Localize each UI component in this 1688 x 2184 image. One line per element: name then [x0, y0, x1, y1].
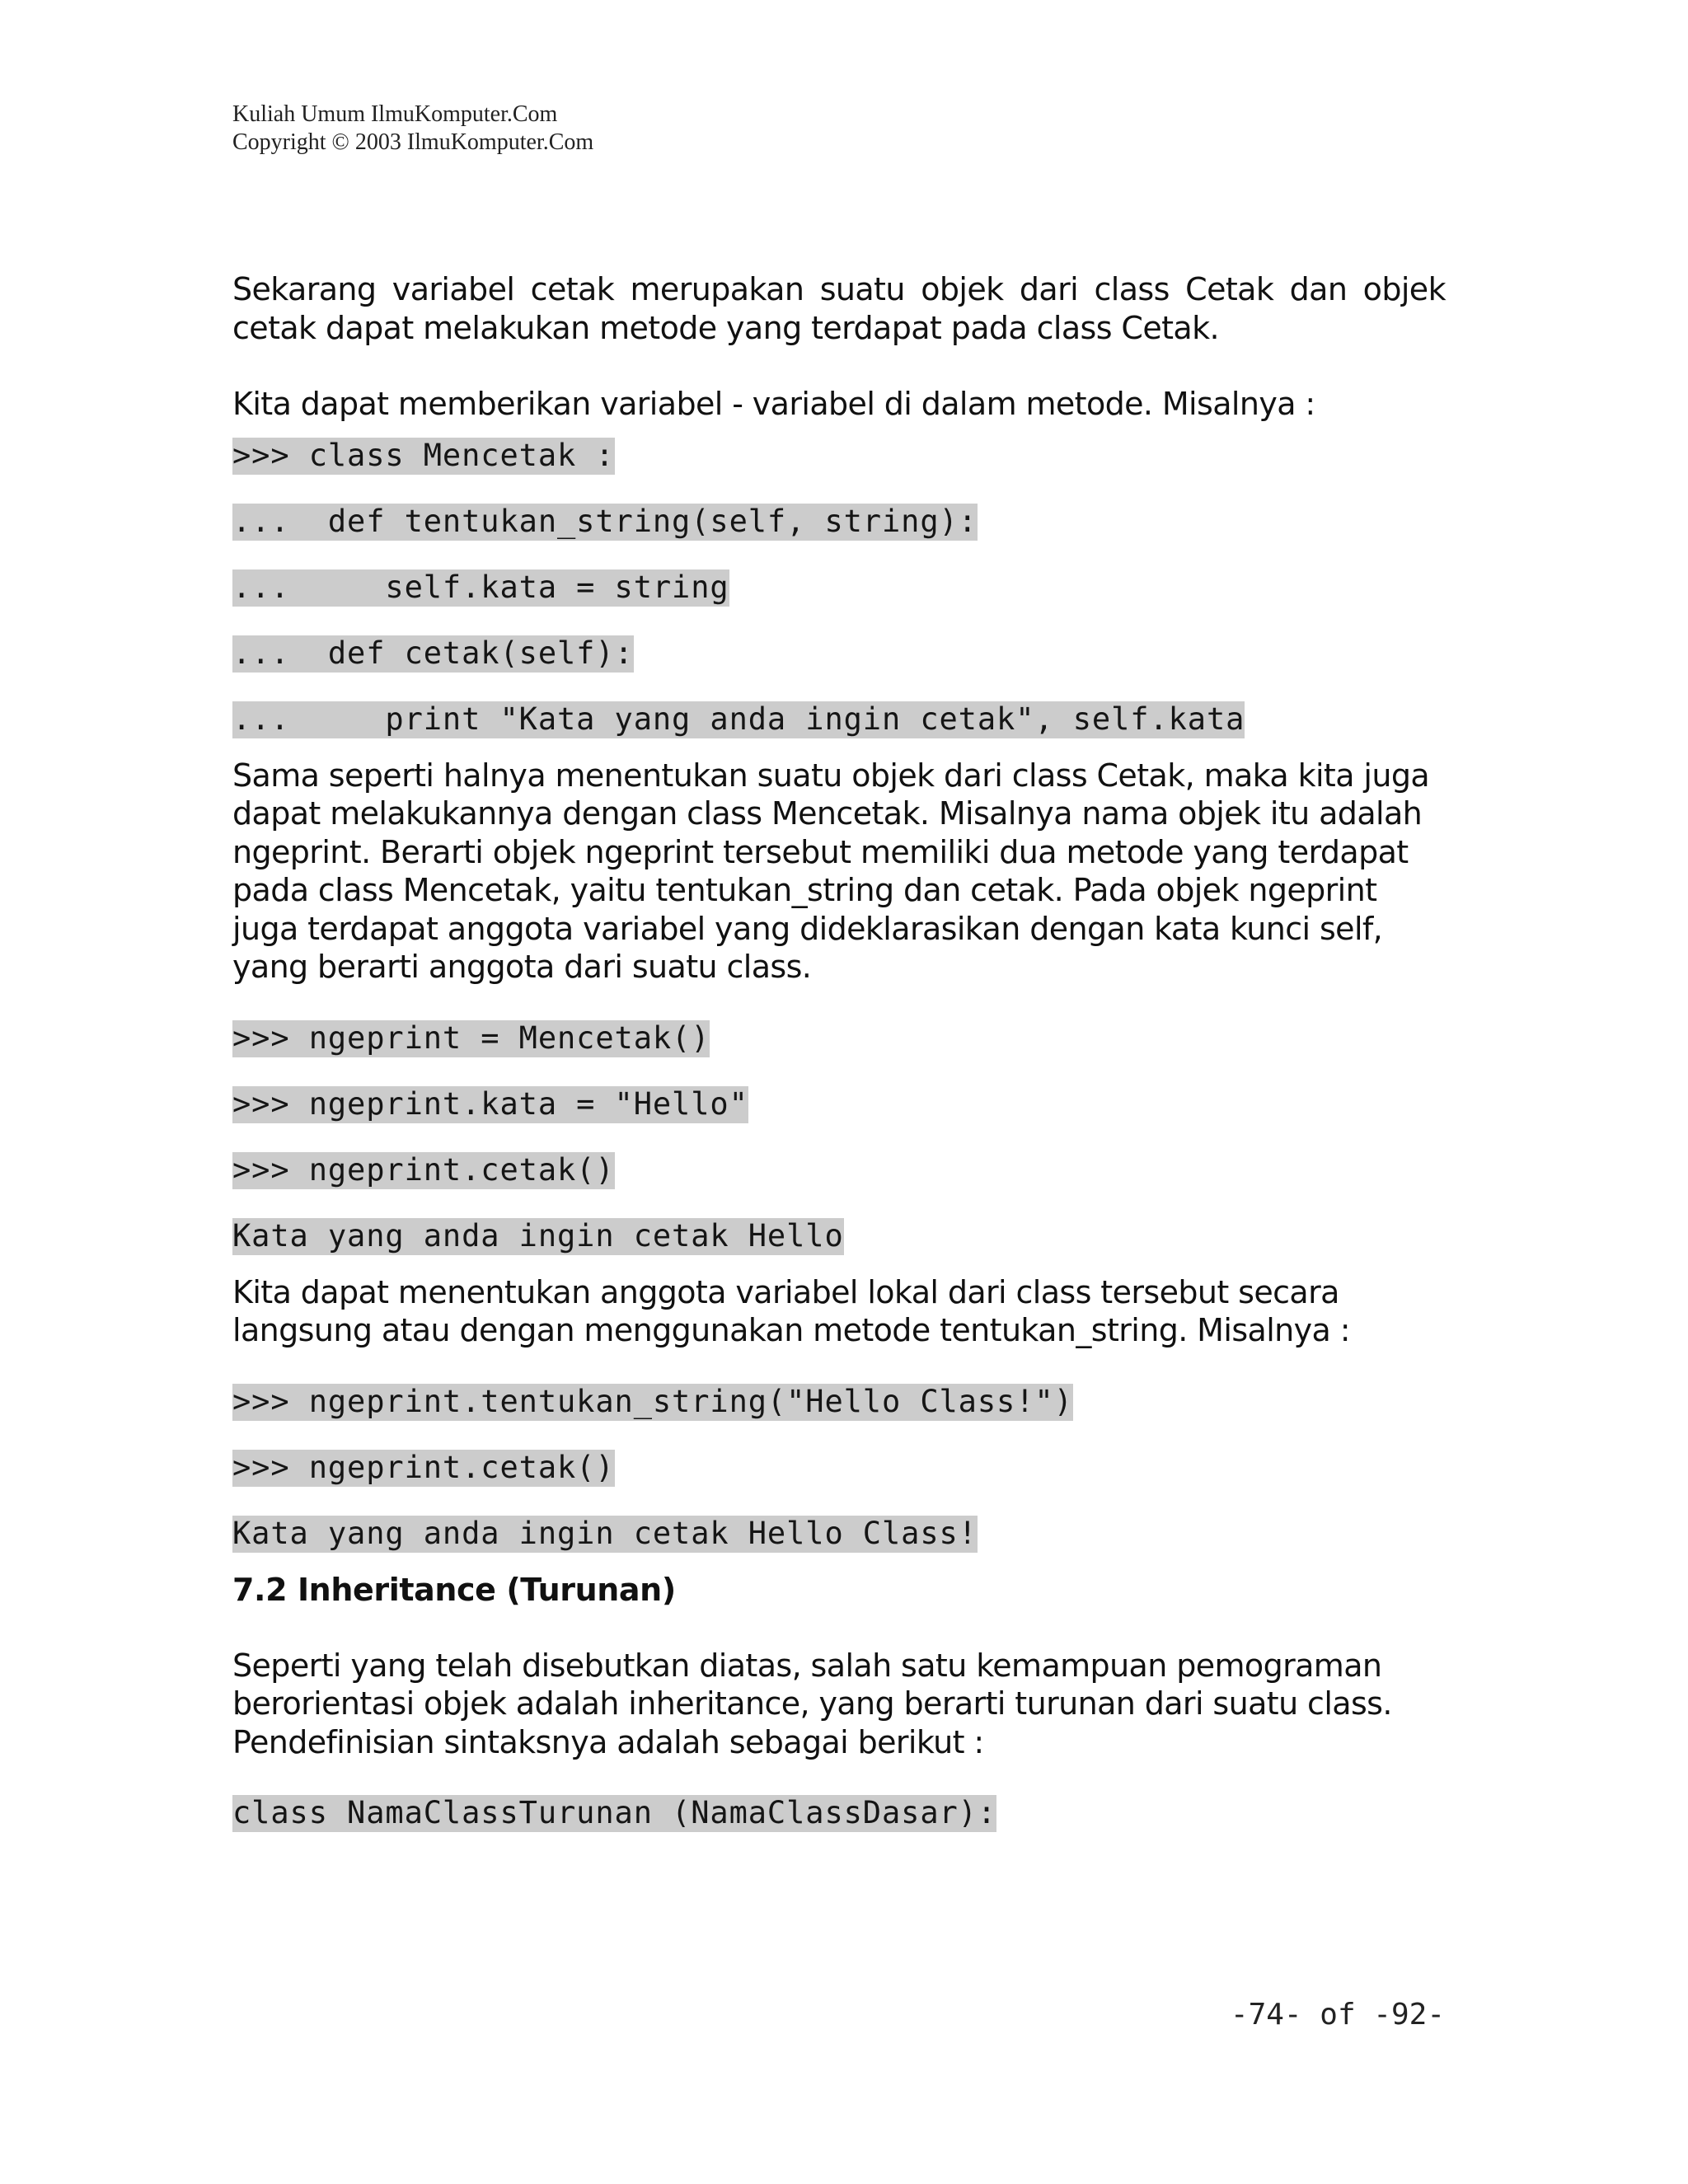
- page-header: [232, 101, 593, 157]
- code-line: >>> ngeprint.tentukan_string("Hello Class!"): [232, 1383, 1073, 1419]
- paragraph-ngeprint-object: Sama seperti halnya menentukan suatu objek dari class Cetak, maka kita juga dapat melakukannya dengan class Mencetak. Misalnya nama objek itu adalah ngeprint. Berarti objek ngeprint tersebut memiliki dua metode yang terdapat pada class Mencetak, yaitu tentukan_string dan cetak. Pada objek ngeprint juga terdapat anggota variabel yang dideklarasikan dengan kata kunci self, yang berarti anggota dari suatu class.: [232, 757, 1430, 985]
- code-block-class-mencetak: [232, 437, 1446, 757]
- code-line: ... def tentukan_string(self, string):: [232, 503, 978, 539]
- paragraph-inheritance: Seperti yang telah disebutkan diatas, salah satu kemampuan pemograman berorientasi objek adalah inheritance, yang berarti turunan dari suatu class. Pendefinisian sintaksnya adalah sebagai berikut :: [232, 1647, 1392, 1760]
- page-content: [232, 270, 1446, 1860]
- code-line: Kata yang anda ingin cetak Hello: [232, 1217, 844, 1254]
- code-line: >>> ngeprint.cetak(): [232, 1151, 615, 1188]
- code-block-ngeprint: [232, 1019, 1446, 1273]
- paragraph-intro: Sekarang variabel cetak merupakan suatu objek dari class Cetak dan objek cetak dapat melakukan metode yang terdapat pada class Cetak.: [232, 271, 1446, 346]
- code-line: >>> class Mencetak :: [232, 437, 615, 473]
- section-heading: 7.2 Inheritance (Turunan): [232, 1571, 676, 1608]
- header-course-title: Kuliah Umum IlmuKomputer.Com: [232, 101, 558, 127]
- code-line: ... def cetak(self):: [232, 635, 634, 671]
- code-line: >>> ngeprint = Mencetak(): [232, 1019, 710, 1056]
- code-block-inheritance-syntax: [232, 1794, 1446, 1860]
- header-copyright: Copyright © 2003 IlmuKomputer.Com: [232, 129, 594, 155]
- code-line: ... print "Kata yang anda ingin cetak", self.kata: [232, 701, 1245, 737]
- code-line: >>> ngeprint.cetak(): [232, 1449, 615, 1485]
- code-line: ... self.kata = string: [232, 569, 729, 605]
- code-line: class NamaClassTurunan (NamaClassDasar):: [232, 1795, 997, 1830]
- paragraph-local-variables: Kita dapat menentukan anggota variabel lokal dari class tersebut secara langsung atau dengan menggunakan metode tentukan_string. Misalnya :: [232, 1273, 1350, 1348]
- code-line: >>> ngeprint.kata = "Hello": [232, 1085, 748, 1122]
- paragraph-method-variables: Kita dapat memberikan variabel - variabel di dalam metode. Misalnya :: [232, 386, 1315, 422]
- page-number: -74- of -92-: [1230, 1998, 1445, 2032]
- code-line: Kata yang anda ingin cetak Hello Class!: [232, 1515, 978, 1551]
- code-block-tentukan-string: [232, 1383, 1446, 1571]
